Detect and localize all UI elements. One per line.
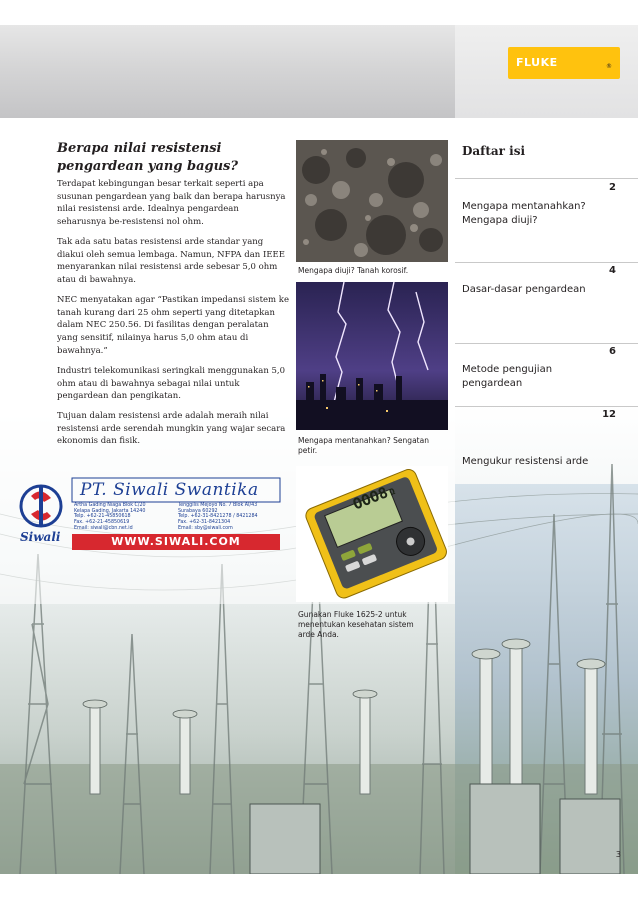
article-paragraph-1: Terdapat kebingungan besar terkait seperti apa susunan pengardean yang baik dan berapa harusnya nilai resistensi arde. Idealnya pengardean seharusnya be-resistensi nol ohm. <box>57 179 286 228</box>
company-logo-word: Siwali <box>20 530 61 544</box>
toc-divider <box>455 178 638 179</box>
address-line: Fax. +62-31-8421304 <box>178 520 231 526</box>
address-line: Surabaya 60292 <box>178 508 218 514</box>
toc-divider <box>455 406 638 407</box>
tester-photo <box>296 466 448 602</box>
soil-caption: Mengapa diuji? Tanah korosif. <box>298 266 409 275</box>
tester-caption: Gunakan Fluke 1625-2 untuk menentukan kesehatan sistem arde Anda. <box>298 610 414 639</box>
soil-photo <box>296 140 448 262</box>
company-logo-block <box>14 476 282 551</box>
address-line: Telp. +62-21-45850618 <box>74 514 131 520</box>
toc-page-12: 12 <box>602 409 616 420</box>
toc-page-4: 4 <box>609 265 616 276</box>
toc-page-2: 2 <box>609 182 616 193</box>
meter-readout-value: OOO8 <box>350 483 391 514</box>
address-line: Email: sby@siwali.com <box>178 525 233 531</box>
article-paragraph-5: Tujuan dalam resistensi arde adalah meraih nilai resistensi arde serendah mungkin yang wajar secara ekonomis dan fisik. <box>57 411 286 447</box>
address-line: Fax. +62-21-45850619 <box>74 520 130 526</box>
address-line: Artha Gading Niaga Blok C/20 <box>74 503 146 508</box>
article-paragraph-3: NEC menyatakan agar “Pastikan impedansi sistem ke tanah kurang dari 25 ohm seperti yang ditetapkan dalam NEC 250.56. Di fasilitas dengan peralatan yang sensitif, nilainya harus 5,0 ohm atau di bawahnya.” <box>57 295 289 356</box>
toc-item-test-methods[interactable]: Metode pengujian pengardean <box>462 364 553 389</box>
toc-item-basics[interactable]: Dasar-dasar pengardean <box>462 284 586 295</box>
article-paragraph-4: Industri telekomunikasi seringkali menggunakan 5,0 ohm atau di bawahnya sebagai nilai untuk pengardean dan pengikatan. <box>57 366 286 402</box>
toc-title: Daftar isi <box>462 144 526 158</box>
toc-page-6: 6 <box>609 346 616 357</box>
toc-divider <box>455 343 638 344</box>
lightning-photo <box>296 282 448 430</box>
address-line: Tenggilis Mejoyo No. 7 Blok AI/43 <box>178 503 258 508</box>
registered-mark: ® <box>606 63 612 70</box>
toc-item-why-ground[interactable]: Mengapa mentanahkan? Mengapa diuji? <box>462 201 586 226</box>
article-title: Berapa nilai resistensi pengardean yang bagus? <box>57 141 238 174</box>
lightning-caption: Mengapa mentanahkan? Sengatan petir. <box>298 436 429 455</box>
toc-item-measure[interactable]: Mengukur resistensi arde <box>462 456 589 467</box>
address-line: Telp. +62-31-8421278 / 8421284 <box>178 514 258 520</box>
meter-readout-unit: Ω <box>388 486 397 499</box>
toc-divider <box>455 262 638 263</box>
company-address-left <box>74 503 174 532</box>
address-line: Email: siwali@cbn.net.id <box>74 525 133 531</box>
company-address-right <box>178 503 282 532</box>
company-website[interactable]: WWW.SIWALI.COM <box>111 535 241 548</box>
article-paragraph-2: Tak ada satu batas resistensi arde standar yang diakui oleh semua lembaga. Namun, NFPA dan IEEE menyarankan nilai resistensi arde sebesar 5,0 ohm atau di bawahnya. <box>57 237 285 286</box>
page-number: 3 <box>615 850 621 859</box>
company-name: PT. Siwali Swantika <box>80 480 259 500</box>
address-line: Kelapa Gading, Jakarta 14240 <box>74 508 146 514</box>
fluke-logo-text: FLUKE <box>516 56 558 69</box>
